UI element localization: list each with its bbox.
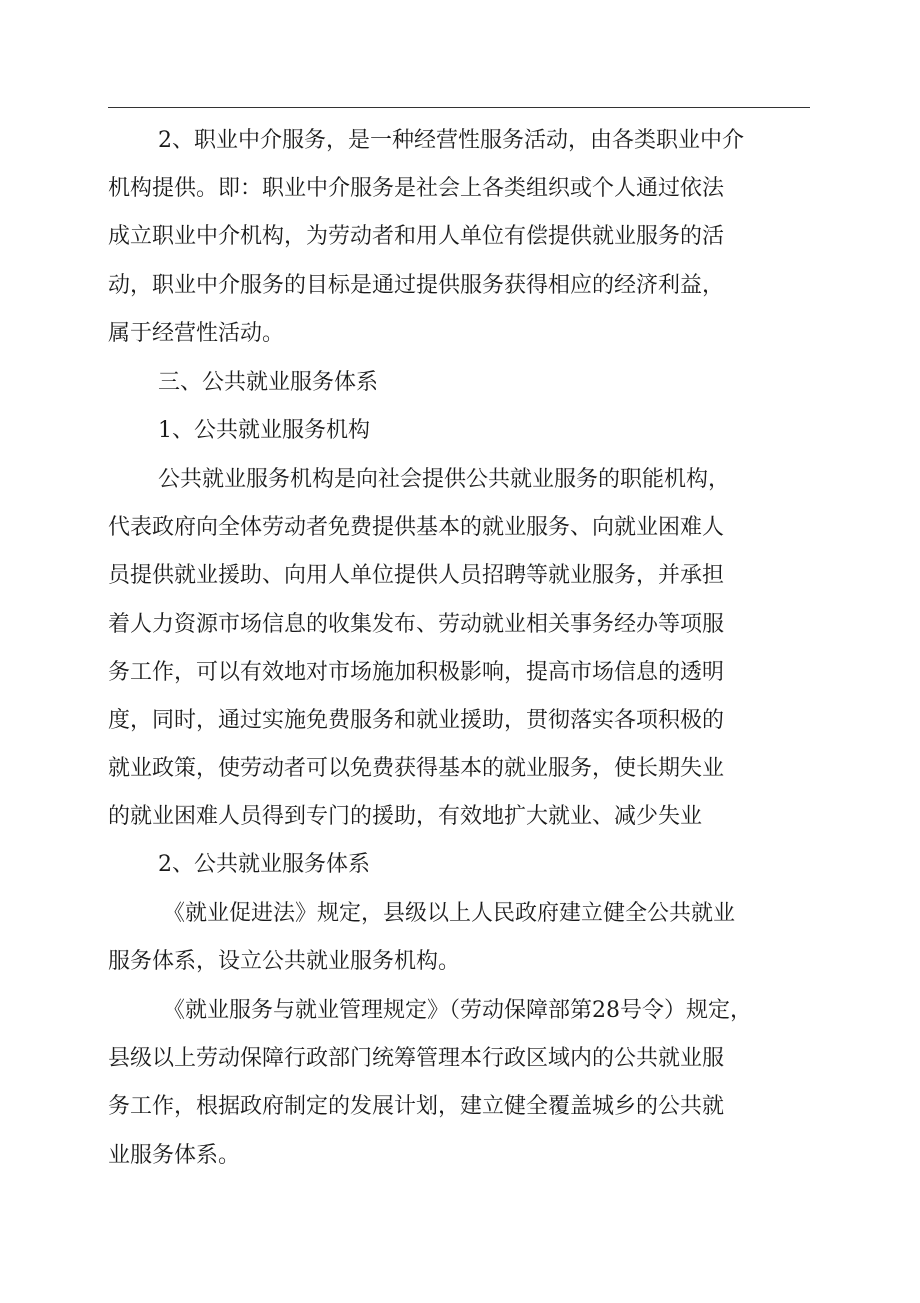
paragraph-line: 代表政府向全体劳动者免费提供基本的就业服务、向就业困难人 [108,515,725,540]
section-heading: 三、公共就业服务体系 [158,370,379,395]
subsection-heading: 2、公共就业服务体系 [158,852,370,877]
paragraph-line: 属于经营性活动。 [108,321,285,346]
paragraph-line: 动，职业中介服务的目标是通过提供服务获得相应的经济利益， [108,273,725,298]
paragraph-line: 的就业困难人员得到专门的援助，有效地扩大就业、减少失业 [108,804,703,829]
paragraph-line: 务工作，可以有效地对市场施加积极影响，提高市场信息的透明 [108,660,725,685]
paragraph-line: 《就业服务与就业管理规定》（劳动保障部第28号令）规定， [163,998,752,1023]
paragraph-line: 着人力资源市场信息的收集发布、劳动就业相关事务经办等项服 [108,612,725,637]
paragraph-line: 务工作，根据政府制定的发展计划，建立健全覆盖城乡的公共就 [108,1094,725,1119]
paragraph-line: 度，同时，通过实施免费服务和就业援助，贯彻落实各项积极的 [108,708,725,733]
paragraph-line: 《就业促进法》规定，县级以上人民政府建立健全公共就业 [163,901,736,926]
paragraph-line: 县级以上劳动保障行政部门统筹管理本行政区域内的公共就业服 [108,1046,725,1071]
paragraph-line: 业服务体系。 [108,1143,241,1168]
paragraph-line: 员提供就业援助、向用人单位提供人员招聘等就业服务，并承担 [108,563,725,588]
paragraph-line: 就业政策，使劳动者可以免费获得基本的就业服务，使长期失业 [108,756,725,781]
paragraph-line: 公共就业服务机构是向社会提供公共就业服务的职能机构， [158,467,731,492]
subsection-heading: 1、公共就业服务机构 [158,418,370,443]
paragraph-line: 2、职业中介服务，是一种经营性服务活动，由各类职业中介 [158,128,744,153]
paragraph-line: 服务体系，设立公共就业服务机构。 [108,949,461,974]
paragraph-line: 机构提供。即：职业中介服务是社会上各类组织或个人通过依法 [108,176,725,201]
paragraph-line: 成立职业中介机构，为劳动者和用人单位有偿提供就业服务的活 [108,224,725,249]
header-rule [108,107,810,108]
